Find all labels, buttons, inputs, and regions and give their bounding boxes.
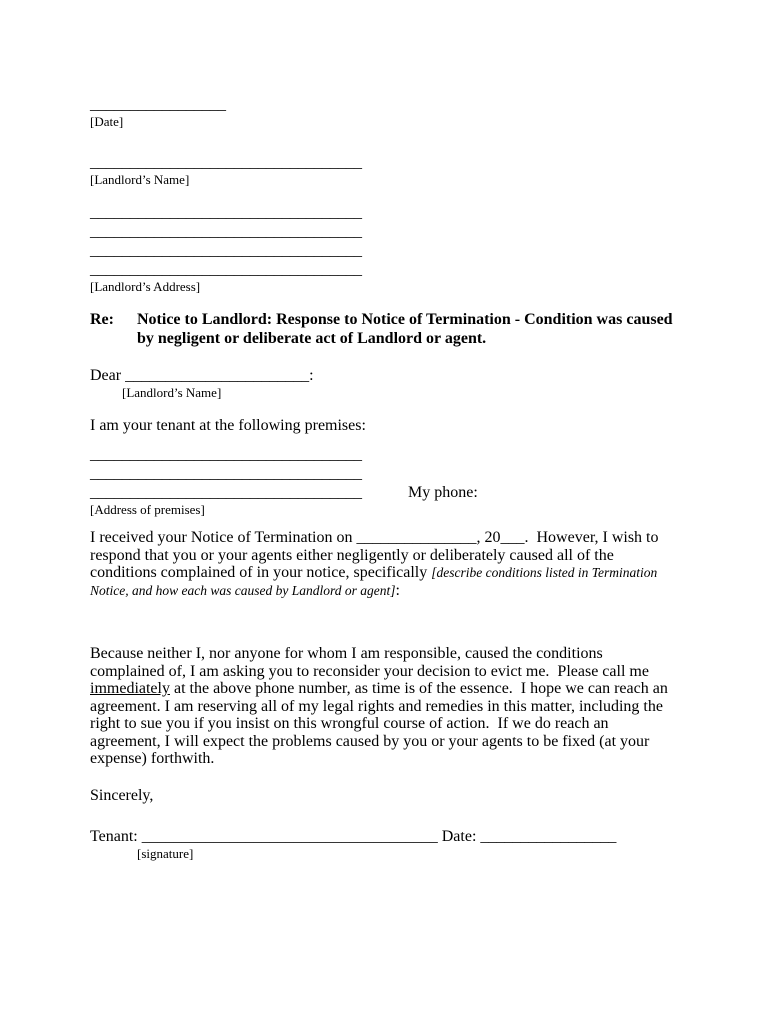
signature-label: [signature]: [137, 845, 194, 861]
date-field-label: Date:: [437, 827, 481, 845]
para1-text: . However, I wish to respond that you or your agents either negligently or deliberately caused all of the conditions complained of in your notice, specifically: [90, 529, 663, 581]
salutation-blank-line: _______________________: [125, 367, 310, 384]
premises-phone-row: [90, 483, 678, 502]
premises-blank-line: __________________________________: [90, 446, 362, 463]
date-field-blank: _________________: [480, 827, 617, 845]
subject-text: Notice to Landlord: Response to Notice of Termination - Condition was caused by negligent or deliberate act of Landlord or agent.: [137, 311, 673, 347]
landlord-name-blank-line: __________________________________: [90, 154, 362, 171]
date-label: [Date]: [90, 114, 124, 129]
paragraph-reconsider-request: [90, 645, 678, 768]
landlord-address-blank-line: __________________________________: [90, 242, 362, 259]
salutation-sublabel: [Landlord’s Name]: [122, 385, 222, 400]
subject-block: [90, 310, 678, 348]
date-blank-line: _________________: [90, 96, 226, 113]
landlord-address-blank-line: __________________________________: [90, 261, 362, 278]
para2-text: at the above phone number, as time is of the essence. I hope we can reach an agreement. I am reserving all of my legal rights and remedies in this matter, including the right to sue you if you insist on this wrongful course of action. If we do reach an agreement, I will expect the problems caused by you or your agents to be fixed (at your expense) forthwith.: [90, 680, 672, 767]
landlord-address-blank-line: __________________________________: [90, 204, 362, 221]
re-label: Re:: [90, 311, 114, 328]
premises-intro: I am your tenant at the following premises:: [90, 417, 366, 434]
salutation-line: [90, 366, 678, 385]
salutation-prefix: Dear: [90, 367, 126, 384]
landlord-name-label: [Landlord’s Name]: [90, 172, 190, 187]
premises-blank-line: __________________________________: [90, 484, 362, 501]
signature-date-line: [90, 827, 678, 846]
closing: Sincerely,: [90, 786, 154, 804]
tenant-label: Tenant:: [90, 827, 142, 845]
immediately-emphasis: immediately: [90, 680, 170, 697]
termination-date-blank: _______________: [356, 529, 477, 546]
my-phone-label: My phone:: [408, 484, 478, 501]
premises-label: [Address of premises]: [90, 502, 205, 517]
landlord-address-label: [Landlord’s Address]: [90, 279, 201, 294]
para1-text: :: [395, 581, 400, 599]
para1-text: I received your Notice of Termination on: [90, 529, 357, 546]
landlord-address-blank-line: __________________________________: [90, 223, 362, 240]
para2-text: Because neither I, nor anyone for whom I am responsible, caused the conditions complained of, I am asking you to reconsider your decision to evict me. Please call me: [90, 645, 653, 680]
tenant-signature-blank: _____________________________________: [141, 827, 438, 845]
para1-text: , 20: [476, 529, 501, 546]
salutation-suffix: :: [309, 367, 314, 384]
year-blank: ___: [500, 529, 525, 546]
describe-conditions-instruction: [describe conditions listed in Termination Notice, and how each was caused by Landlord or agent]: [90, 565, 661, 598]
premises-blank-line: __________________________________: [90, 465, 362, 482]
paragraph-notice-received: [90, 529, 678, 599]
